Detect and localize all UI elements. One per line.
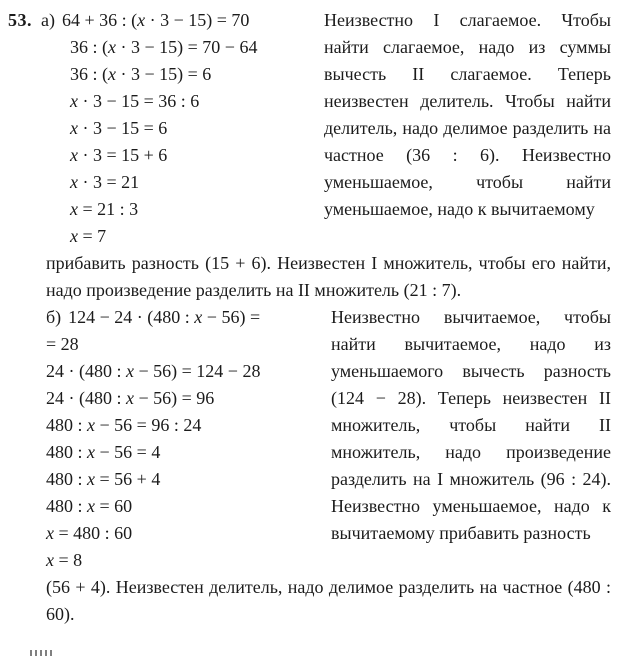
equation: 124 − 24 · (480 : x − 56) = [68, 307, 261, 327]
equation-line [46, 547, 331, 574]
part-a-section [8, 7, 611, 250]
equation: 480 : x = 56 + 4 [46, 469, 161, 489]
equation-line [46, 412, 331, 439]
equation-line [46, 304, 331, 331]
equation-line [46, 520, 331, 547]
part-b-explanation: Неизвестно вычитаемое, чтобы найти вычитаемое, надо из уменьшаемого вычесть разность (124 − 28). Теперь неизвестен II множитель, чтобы найти II множитель, надо произведение разделить на I множитель (96 : 24). Неизвестно уменьшаемое, надо к вычитаемому прибавить разность [331, 307, 611, 543]
equation: = 28 [46, 334, 79, 354]
equation: x = 480 : 60 [46, 523, 133, 543]
equation: x = 8 [46, 550, 83, 570]
scan-edge-artifact [30, 650, 52, 656]
equation: 24 · (480 : x − 56) = 96 [46, 388, 215, 408]
equation: x · 3 = 15 + 6 [70, 145, 168, 165]
equation: x · 3 − 15 = 36 : 6 [70, 91, 200, 111]
equation: 480 : x = 60 [46, 496, 133, 516]
equation-line [70, 142, 324, 169]
part-a-explanation-continued: прибавить разность (15 + 6). Неизвестен I множитель, чтобы его найти, надо произведение разделить на II множитель (21 : 7). [46, 253, 611, 300]
equation-line [46, 385, 331, 412]
part-b-explanation-continued: (56 + 4). Неизвестен делитель, надо делимое разделить на частное (480 : 60). [46, 577, 611, 624]
equation-line [46, 439, 331, 466]
equation: x = 21 : 3 [70, 199, 139, 219]
equation-line [70, 196, 324, 223]
equation: 480 : x − 56 = 96 : 24 [46, 415, 202, 435]
equation-line [70, 223, 324, 250]
part-a-equations [8, 7, 324, 250]
equation-line [70, 34, 324, 61]
part-a-label: а) [41, 10, 55, 30]
equation: 24 · (480 : x − 56) = 124 − 28 [46, 361, 261, 381]
equation-line [70, 115, 324, 142]
equation: 64 + 36 : (x · 3 − 15) = 70 [61, 10, 250, 30]
equation-line [46, 466, 331, 493]
problem-number: 53. [8, 10, 32, 30]
part-a-explanation: Неизвестно I слагаемое. Чтобы найти слагаемое, надо из суммы вычесть II слагаемое. Теперь неизвестен делитель. Чтобы найти делитель, надо делимое разделить на частное (36 : 6). Неизвестно уменьшаемое, чтобы найти уменьшаемое, надо к вычитаемому [324, 10, 611, 219]
equation: x = 7 [70, 226, 107, 246]
part-b-section [46, 304, 611, 574]
part-b-label: б) [46, 307, 62, 327]
equation: x · 3 − 15 = 6 [70, 118, 168, 138]
part-b-equations [46, 304, 331, 574]
equation-line [70, 169, 324, 196]
equation: 36 : (x · 3 − 15) = 70 − 64 [70, 37, 258, 57]
equation-line [46, 493, 331, 520]
equation-line [46, 358, 331, 385]
equation-line [46, 331, 331, 358]
equation: x · 3 = 21 [70, 172, 140, 192]
equation-line [70, 88, 324, 115]
equation: 36 : (x · 3 − 15) = 6 [70, 64, 212, 84]
equation: 480 : x − 56 = 4 [46, 442, 161, 462]
equation-line [70, 61, 324, 88]
equation-line [8, 7, 324, 34]
